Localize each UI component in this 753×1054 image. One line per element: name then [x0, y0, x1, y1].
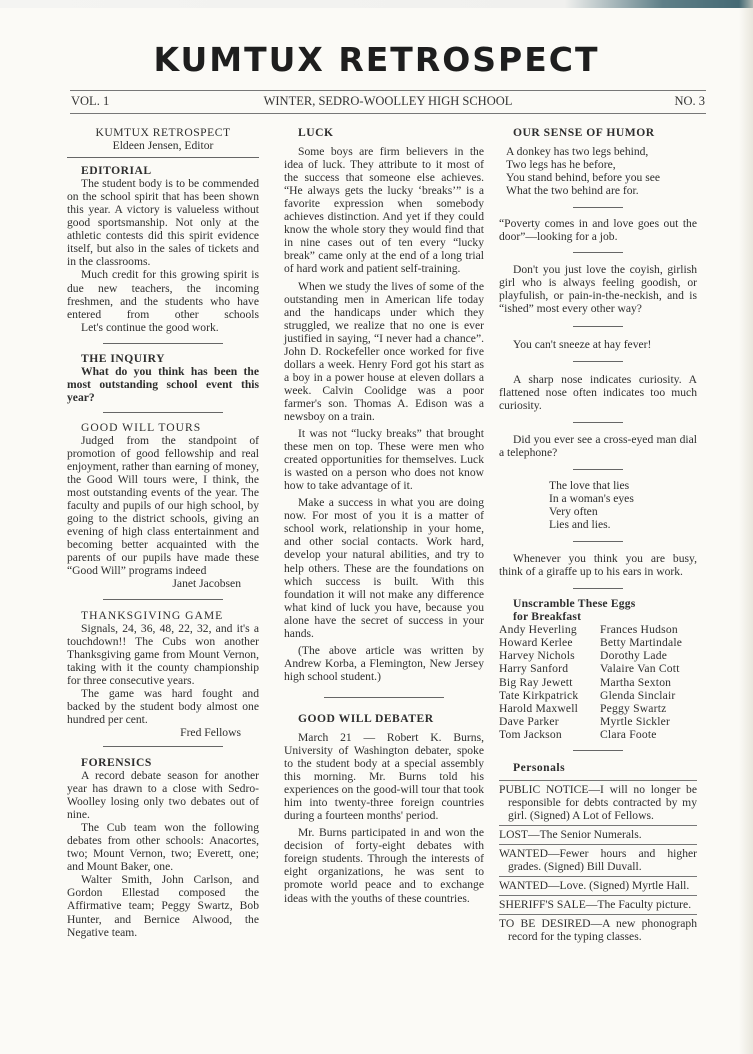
boy-name: Tate Kirkpatrick	[499, 688, 579, 702]
boy-name: Howard Kerlee	[499, 636, 573, 650]
humor-heading: OUR SENSE OF HUMOR	[513, 126, 655, 139]
personal-ad-text: PUBLIC NOTICE—I will no longer be responsible for debts contracted by my girl. (Signed) A Lot of Fellows.	[499, 783, 697, 823]
luck-paragraph: Make a success in what you are doing now. For most of you it is a matter of school work, relationship in your home, and other social contacts. Work hard, develop your natural abilities, and try to help others. These are the foundations on which success is built. With this foundation it will not make any difference what kind of luck you have, because you alone have the secret of success in your hands.	[284, 496, 484, 640]
masthead-title: KUMTUX RETROSPECT	[153, 40, 600, 79]
thanksgiving-heading: THANKSGIVING GAME	[81, 608, 224, 622]
editorial-paragraph: Let's continue the good work.	[81, 320, 219, 334]
forensics-paragraph: The Cub team won the following debates from other schools: Anacortes, two; Mount Vernon, two; Everett, one; and Mount Baker, one.	[67, 821, 259, 874]
girl-name: Valaire Van Cott	[600, 662, 680, 676]
poem-line: What the two behind are for.	[506, 184, 639, 198]
joke: You can't sneeze at hay fever!	[513, 337, 652, 351]
divider	[573, 361, 623, 362]
girl-name: Martha Sexton	[600, 675, 672, 689]
poem-line: The love that lies	[549, 478, 630, 492]
boy-name: Andy Heverling	[499, 623, 577, 637]
luck-credit: (The above article was written by Andrew Korba, a Flemington, New Jersey high school student.)	[284, 643, 484, 683]
dateline	[70, 90, 706, 114]
personals-heading: Personals	[513, 761, 566, 775]
joke: “Poverty comes in and love goes out the door”—looking for a job.	[499, 217, 697, 244]
byline: Janet Jacobsen	[172, 577, 241, 591]
divider	[573, 541, 623, 542]
byline: Fred Fellows	[180, 725, 241, 739]
edition-label: WINTER, SEDRO-WOOLLEY HIGH SCHOOL	[263, 94, 513, 108]
poem-line: A donkey has two legs behind,	[506, 145, 649, 159]
debater-paragraph: March 21 — Robert K. Burns, University of Washington debater, spoke to the student body at a special assembly this morning. Mr. Burns told his experiences on the good-will tour that took him into twenty-three foreign countries during a fourteen months' period.	[284, 730, 484, 823]
girl-name: Betty Martindale	[600, 636, 683, 650]
boy-name: Dave Parker	[499, 714, 559, 728]
donkey-poem	[499, 145, 697, 197]
forensics-paragraph: Walter Smith, John Carlson, and Gordon Ellestad composed the Affirmative team; Peggy Swartz, Bob Hunter, and Bernice Alwood, the Negative team.	[67, 873, 259, 939]
personal-ad-text: WANTED—Fewer hours and higher grades. (Signed) Bill Duvall.	[499, 847, 697, 874]
girl-name: Peggy Swartz	[600, 701, 667, 715]
divider	[103, 599, 223, 600]
boy-name: Harold Maxwell	[499, 701, 579, 715]
girl-name: Clara Foote	[600, 727, 657, 741]
personal-ad-text: LOST—The Senior Numerals.	[499, 828, 642, 842]
poem-line: Lies and lies.	[549, 517, 611, 531]
divider	[573, 326, 623, 327]
personal-ad-text: SHERIFF'S SALE—The Faculty picture.	[499, 898, 692, 912]
divider	[67, 157, 259, 158]
editorial-paragraph: Much credit for this growing spirit is due new teachers, the incoming freshmen, and the students who have entered from other schools	[67, 268, 259, 321]
joke: Did you ever see a cross-eyed man dial a telephone?	[499, 432, 697, 459]
personal-ad-text: TO BE DESIRED—A new phonograph record for the typing classes.	[499, 917, 697, 944]
column-3	[499, 126, 697, 947]
editorial-paragraph: The student body is to be commended on the school spirit that has been shown this year. A victory is valueless without good sportsmanship. Not only at the athletic contests did this spirit evidence itself, but also in the sales of tickets and in the classrooms.	[67, 177, 259, 269]
luck-heading: LUCK	[298, 126, 334, 139]
divider	[573, 750, 623, 751]
inquiry-heading: THE INQUIRY	[81, 351, 166, 365]
poem-line: You stand behind, before you see	[506, 171, 661, 185]
debater-heading: GOOD WILL DEBATER	[298, 711, 434, 725]
inquiry-question: What do you think has been the most outstanding school event this year?	[67, 364, 259, 404]
debater-paragraph: Mr. Burns participated in and won the decision of forty-eight debates with foreign students. Through the interests of eight organizations, he was sent to promote world peace and to exchange ideas with the youths of these countries.	[284, 826, 484, 905]
joke: Whenever you think you are busy, think of a giraffe up to his ears in work.	[499, 551, 697, 579]
personal-ad	[499, 876, 697, 895]
eggs-heading-line2: for Breakfast	[513, 610, 582, 624]
boy-name: Harry Sanford	[499, 662, 569, 676]
personal-ad	[499, 825, 697, 844]
poem-line: Very often	[549, 504, 598, 518]
boy-name: Harvey Nichols	[499, 649, 575, 663]
divider	[573, 252, 623, 253]
girl-name: Glenda Sinclair	[600, 688, 676, 702]
personal-ad	[499, 895, 697, 914]
divider	[324, 697, 444, 698]
girl-name: Myrtle Sickler	[600, 714, 671, 728]
divider	[573, 207, 623, 208]
boy-name: Big Ray Jewett	[499, 675, 573, 689]
poem-line: In a woman's eyes	[549, 491, 634, 505]
joke: A sharp nose indicates curiosity. A flattened nose often indicates too much curiosity.	[499, 372, 697, 412]
poem-line: Two legs has he before,	[506, 158, 616, 172]
divider	[103, 412, 223, 413]
column-2	[284, 126, 484, 905]
page-right-edge-shadow	[739, 0, 753, 1054]
good-will-tours-heading: GOOD WILL TOURS	[81, 420, 202, 434]
divider	[103, 343, 223, 344]
column-1	[67, 126, 259, 939]
divider	[573, 469, 623, 470]
thanksgiving-paragraph: Signals, 24, 36, 48, 22, 32, and it's a touchdown!! The Cubs won another Thanksgiving game from Mount Vernon, taking with it the county championship for three consecutive years.	[67, 621, 259, 687]
eggs-heading-line1: Unscramble These Eggs	[513, 597, 636, 611]
good-will-tours-paragraph: Judged from the standpoint of promotion of good fellowship and real enjoyment, rather than earning of money, the Good Will tours were, I think, the most outstanding events of the year. The faculty and pupils of our high school, by going to the district schools, giving an evening of high class entertainment and becoming better acquainted with the parents of our pupils have made these “Good Will” programs indeed	[67, 433, 259, 578]
divider	[573, 588, 623, 589]
editor-credit: Eldeen Jensen, Editor	[112, 139, 214, 153]
luck-paragraph: Some boys are firm believers in the idea of luck. They attribute to it most of the success that someone else achieves. “He always gets the lucky ‘breaks’” is a favorite expression when somebody achieves distinction. And yet if they could know the whole story they would find that in nine cases out of ten every “lucky break” came only at the end of a long trial of hard work and patient self-training.	[284, 145, 484, 276]
forensics-heading: FORENSICS	[81, 755, 152, 769]
girl-name: Frances Hudson	[600, 623, 678, 637]
forensics-paragraph: A record debate season for another year has drawn to a close with Sedro-Woolley losing only two debates out of nine.	[67, 769, 259, 822]
editorial-heading: EDITORIAL	[81, 164, 152, 178]
personal-ad	[499, 844, 697, 876]
divider	[573, 422, 623, 423]
volume-label: VOL. 1	[71, 94, 110, 108]
girl-name: Dorothy Lade	[600, 649, 668, 663]
love-poem	[499, 479, 697, 531]
joke: Don't you just love the coyish, girlish girl who is always feeling goodish, or playfulish, or pain-in-the-neckish, and is “ished” most every other way?	[499, 263, 697, 316]
divider	[103, 746, 223, 747]
page-top-edge	[0, 0, 753, 8]
luck-paragraph: When we study the lives of some of the outstanding men in American life today and the handicaps under which they struggled, we realize that no one is ever justified in saying, “I never had a chance”. John D. Rockefeller once worked for five dollars a week. Henry Ford got his start as a boy in a power house at eleven dollars a week. Calvin Coolidge was a poor farmer's son. Thomas A. Edison was a newsboy on a train.	[284, 279, 484, 423]
thanksgiving-paragraph: The game was hard fought and backed by the student body almost one hundred per cent.	[67, 686, 259, 726]
boy-name: Tom Jackson	[499, 727, 562, 741]
personal-ad-text: WANTED—Love. (Signed) Myrtle Hall.	[499, 879, 690, 893]
personal-ad	[499, 780, 697, 825]
personal-ad	[499, 914, 697, 946]
paper-name: KUMTUX RETROSPECT	[95, 126, 231, 139]
eggs-name-list	[499, 623, 697, 741]
luck-paragraph: It was not “lucky breaks” that brought these men on top. These were men who created opportunities for themselves. Luck is wasted on a person who does not know how to take advantage of it.	[284, 427, 484, 493]
issue-number: NO. 3	[674, 94, 705, 108]
